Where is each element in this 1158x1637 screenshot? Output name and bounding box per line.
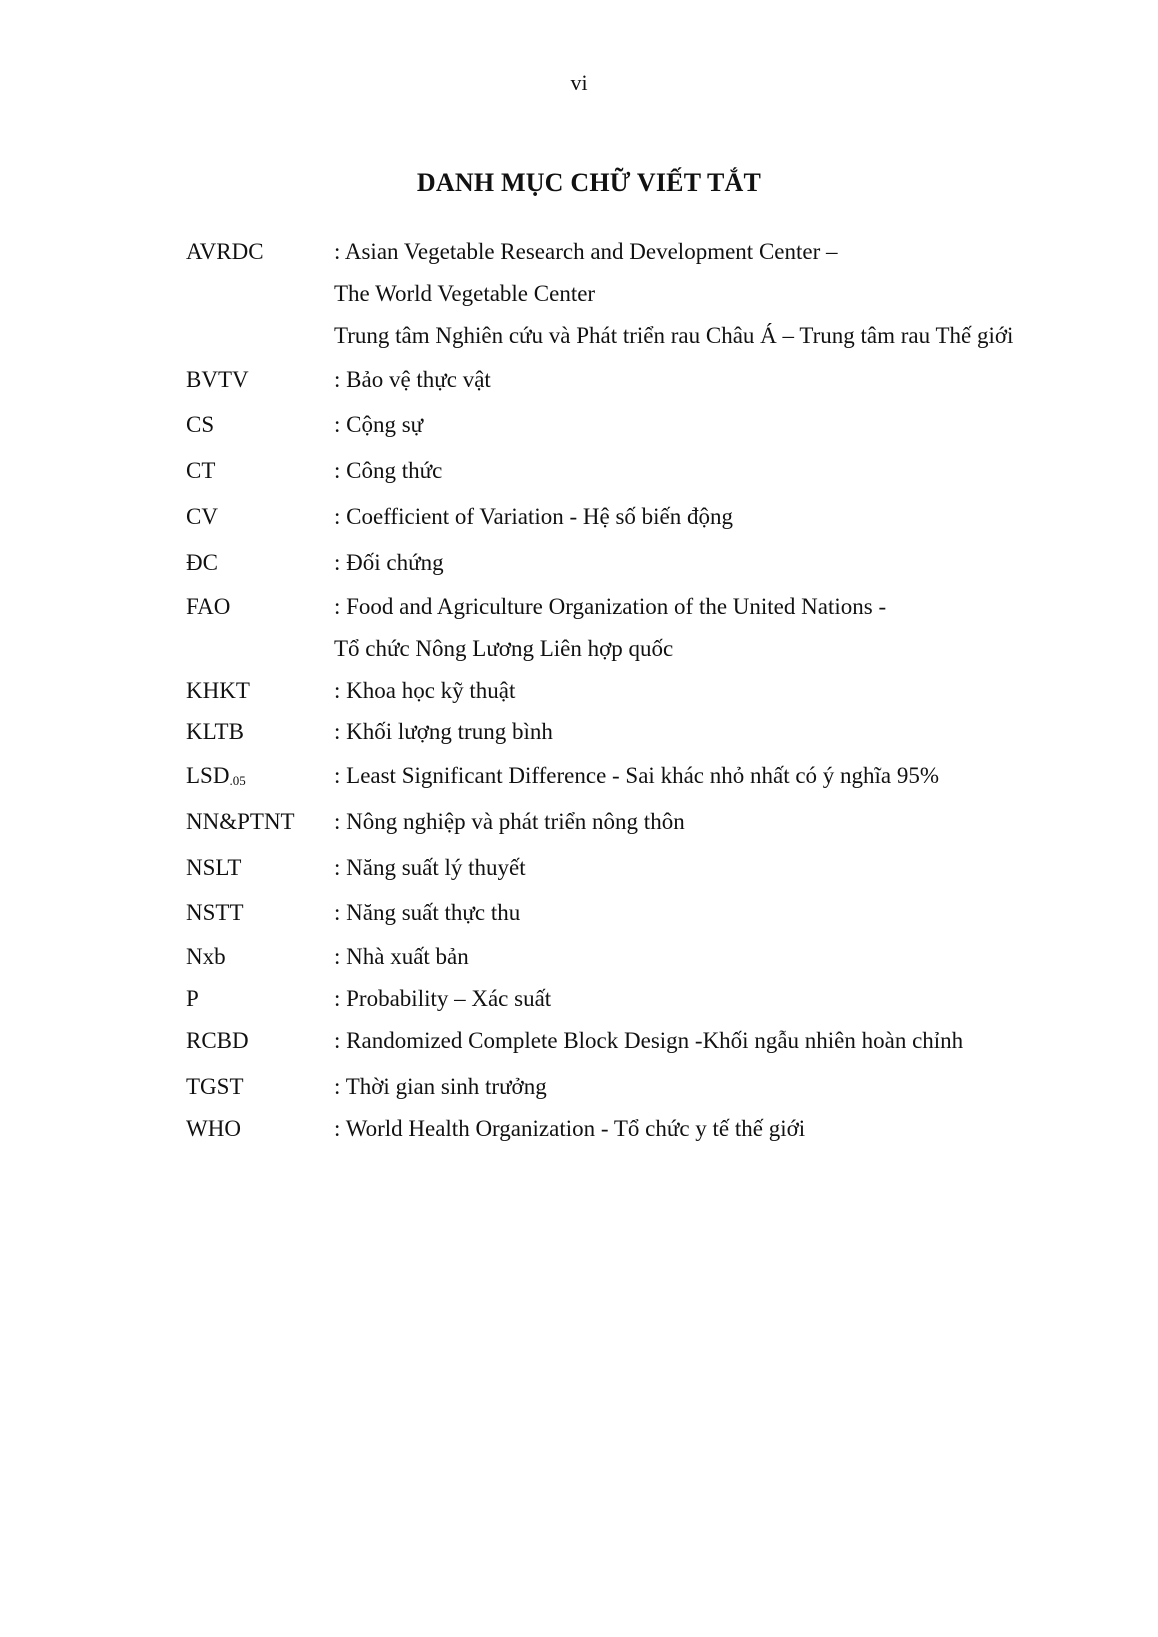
abbreviation-definition: : Đối chứng [334,550,444,575]
abbreviation-definition-continuation: Trung tâm Nghiên cứu và Phát triển rau Châu Á – Trung tâm rau Thế giới [334,323,1014,348]
abbreviation-definition: : Cộng sự [334,412,424,437]
abbreviation-term: FAO [186,594,231,619]
abbreviation-definition: : Least Significant Difference - Sai khác nhỏ nhất có ý nghĩa 95% [334,763,940,788]
abbreviation-definition: : Food and Agriculture Organization of the United Nations - [334,594,887,619]
abbreviation-term: AVRDC [186,239,264,264]
abbreviation-term: KLTB [186,719,244,744]
abbreviation-term: CS [186,412,215,437]
abbreviation-term: CT [186,458,216,483]
abbreviation-term: NSTT [186,900,244,925]
abbreviation-definition-continuation: Tổ chức Nông Lương Liên hợp quốc [334,636,674,661]
abbreviation-term-subscript: .05 [229,773,246,788]
abbreviation-definition: : Bảo vệ thực vật [334,367,491,392]
abbreviation-definition: : Công thức [334,458,443,483]
abbreviation-definition: : Nhà xuất bản [334,944,469,969]
abbreviation-definition: : Năng suất thực thu [334,900,521,925]
abbreviation-term: KHKT [186,678,250,703]
abbreviation-definition: : Asian Vegetable Research and Development Center – [334,239,838,264]
abbreviation-definition: : Randomized Complete Block Design -Khối ngẫu nhiên hoàn chỉnh [334,1028,964,1053]
abbreviation-term: ĐC [186,550,218,575]
abbreviation-term: P [186,986,199,1011]
abbreviation-term: Nxb [186,944,226,969]
abbreviation-term: BVTV [186,367,249,392]
abbreviation-definition: : Thời gian sinh trưởng [334,1074,547,1099]
abbreviation-definition: : Nông nghiệp và phát triển nông thôn [334,809,685,834]
abbreviation-definition-continuation: The World Vegetable Center [334,281,596,306]
abbreviation-term: WHO [186,1116,241,1141]
abbreviation-term: NSLT [186,855,242,880]
abbreviation-definition: : Khối lượng trung bình [334,719,553,744]
abbreviation-definition: : Năng suất lý thuyết [334,855,526,880]
page-title: DANH MỤC CHỮ VIẾT TẮT [416,168,762,197]
abbreviation-term: CV [186,504,218,529]
abbreviation-term: NN&PTNT [186,809,295,834]
abbreviation-term: RCBD [186,1028,249,1053]
abbreviation-definition: : Coefficient of Variation - Hệ số biến động [334,504,734,529]
abbreviation-definition: : Probability – Xác suất [334,986,552,1011]
page-number: vi [570,70,588,95]
abbreviation-term: TGST [186,1074,244,1099]
abbreviation-term [186,762,246,793]
abbreviation-definition: : Khoa học kỹ thuật [334,678,516,703]
abbreviation-definition: : World Health Organization - Tổ chức y tế thế giới [334,1116,806,1141]
abbreviation-term-main: LSD [186,763,230,788]
